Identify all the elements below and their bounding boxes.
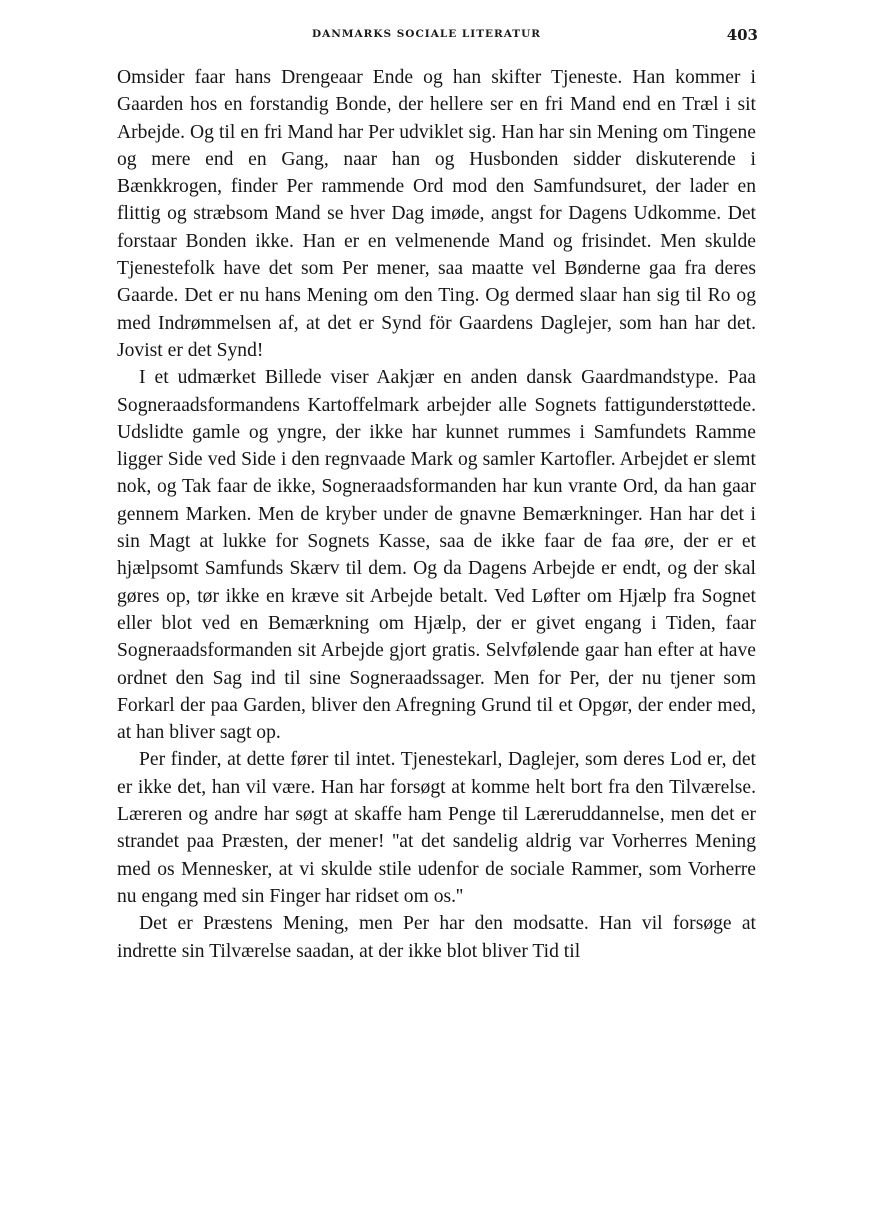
paragraph: Omsider faar hans Drengeaar Ende og han skifter Tjeneste. Han kommer i Gaarden hos en forstandig Bonde, der hellere ser en fri Mand end en Træl i sit Arbejde. Og til en fri Mand har Per udviklet sig. Han har sin Mening om Tingene og mere end en Gang, naar han og Husbonden sidder diskuterende i Bænkkrogen, finder Per rammende Ord mod den Samfundsuret, der lader en flittig og stræbsom Mand se hver Dag imøde, angst for Dagens Udkomme. Det forstaar Bonden ikke. Han er en velmenende Mand og frisindet. Men skulde Tjenestefolk have det som Per mener, saa maatte vel Bønderne gaa fra deres Gaarde. Det er nu hans Mening om den Ting. Og dermed slaar han sig til Ro og med Indrømmelsen af, at det er Synd för Gaardens Daglejer, som han har det. Jovist er det Synd! (117, 67, 756, 361)
page-number: 403 (726, 26, 758, 44)
body-text (117, 64, 756, 965)
running-title: DANMARKS SOCIALE LITERATUR (312, 28, 542, 40)
paragraph: Per finder, at dette fører til intet. Tjenestekarl, Daglejer, som deres Lod er, det er ikke det, han vil være. Han har forsøgt at komme helt bort fra den Tilværelse. Læreren og andre har søgt at skaffe ham Penge til Læreruddannelse, men det er strandet paa Præsten, der mener! ''at det sandelig aldrig var Vorherres Mening med os Mennesker, at vi skulde stile udenfor de sociale Rammer, som Vorherre nu engang med sin Finger har ridset om os.'' (117, 749, 756, 907)
paragraph: I et udmærket Billede viser Aakjær en anden dansk Gaardmandstype. Paa Sogneraadsformandens Kartoffelmark arbejder alle Sognets fattigunderstøttede. Udslidte gamle og yngre, der ikke har kunnet rummes i Samfundets Ramme ligger Side ved Side i den regnvaade Mark og samler Kartofler. Arbejdet er slemt nok, og Tak faar de ikke, Sogneraadsformanden har kun vrante Ord, da han gaar gennem Marken. Men de kryber under de gnavne Bemærkninger. Han har det i sin Magt at lukke for Sognets Kasse, saa de ikke faar de faa øre, der er et hjælpsomt Samfunds Skærv til dem. Og da Dagens Arbejde er endt, og der skal gøres op, tør ikke en kræve sit Arbejde betalt. Ved Løfter om Hjælp fra Sognet eller blot ved en Bemærkning om Hjælp, der er givet engang i Tiden, faar Sogneraadsformanden sit Arbejde gjort gratis. Selvfølende gaar han efter at have ordnet den Sag ind til sine Sogneraadssager. Men for Per, der nu tjener som Forkarl der paa Garden, bliver den Afregning Grund til et Opgør, der ender med, at han bliver sagt op. (117, 367, 756, 744)
paragraph: Det er Præstens Mening, men Per har den modsatte. Han vil forsøge at indrette sin Tilværelse saadan, at der ikke blot bliver Tid til (117, 913, 756, 962)
